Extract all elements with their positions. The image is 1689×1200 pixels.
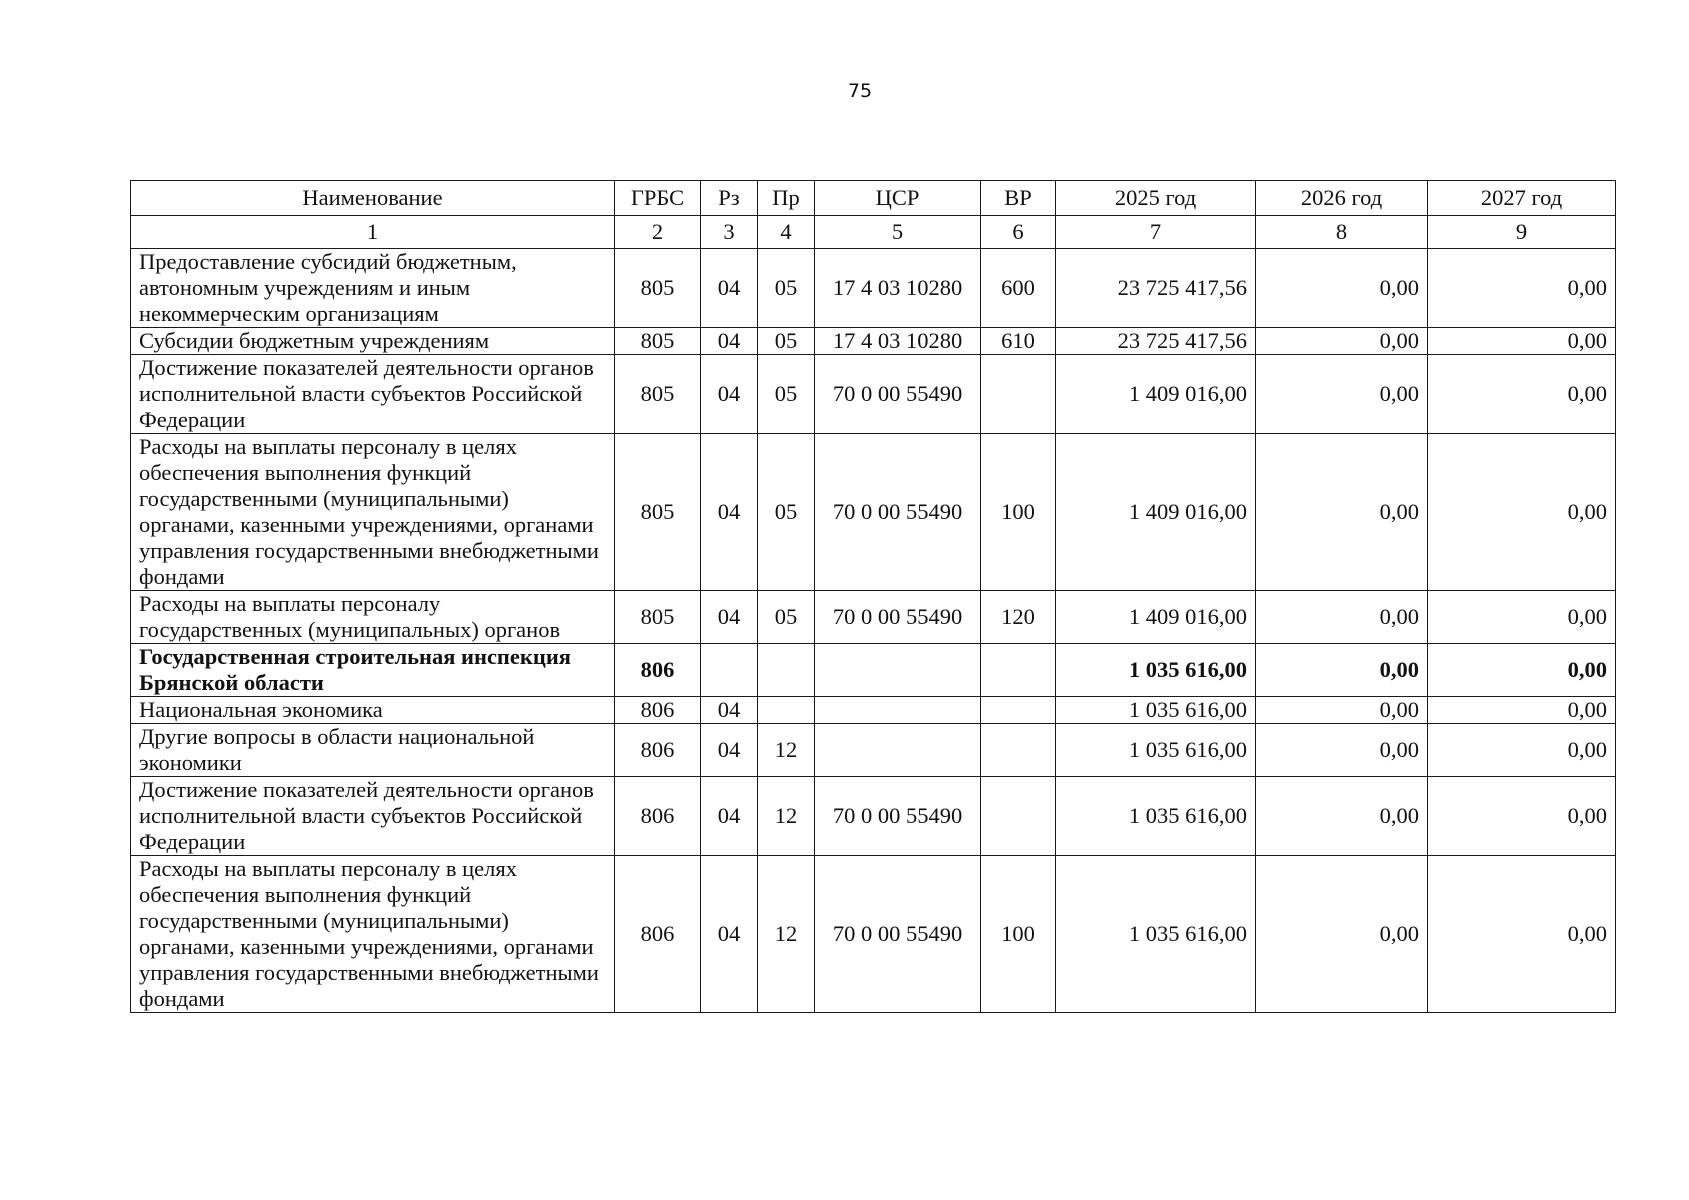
cell-name: Расходы на выплаты персоналу в целях обеспечения выполнения функций государственными (муниципальными) органами, казенными учреждениями, органами управления государственными внебюджетными фондами [131,434,615,591]
cell-grbs: 805 [615,249,701,328]
cell-2025: 23 725 417,56 [1056,249,1256,328]
table-row [131,328,1616,355]
cell-2025: 23 725 417,56 [1056,328,1256,355]
cell-vr: 100 [981,434,1056,591]
cell-vr: 600 [981,249,1056,328]
cell-name: Государственная строительная инспекция Брянской области [131,644,615,697]
cell-csr: 70 0 00 55490 [815,591,981,644]
cell-2027: 0,00 [1428,249,1616,328]
cell-csr: 17 4 03 10280 [815,328,981,355]
table-row [131,249,1616,328]
header-row [131,181,1616,216]
cell-2026: 0,00 [1256,328,1428,355]
cell-2025: 1 035 616,00 [1056,856,1256,1013]
cell-pr [758,697,815,724]
cell-2025: 1 409 016,00 [1056,591,1256,644]
cell-pr: 12 [758,856,815,1013]
cell-2027: 0,00 [1428,591,1616,644]
cell-name: Достижение показателей деятельности органов исполнительной власти субъектов Российской Федерации [131,355,615,434]
cell-rz: 04 [701,328,758,355]
cell-grbs: 806 [615,777,701,856]
cell-vr [981,777,1056,856]
cell-name: Предоставление субсидий бюджетным, автономным учреждениям и иным некоммерческим организациям [131,249,615,328]
cell-2026: 0,00 [1256,591,1428,644]
column-number-row [131,216,1616,249]
cell-2027: 0,00 [1428,724,1616,777]
cell-vr [981,697,1056,724]
cell-csr [815,724,981,777]
cell-name: Национальная экономика [131,697,615,724]
cell-vr [981,644,1056,697]
cell-rz: 04 [701,249,758,328]
cell-grbs: 805 [615,591,701,644]
cell-name: Другие вопросы в области национальной экономики [131,724,615,777]
cell-2026: 0,00 [1256,724,1428,777]
cell-2026: 0,00 [1256,697,1428,724]
cell-csr: 70 0 00 55490 [815,434,981,591]
cell-2026: 0,00 [1256,644,1428,697]
cell-grbs: 806 [615,644,701,697]
cell-vr [981,355,1056,434]
cell-rz: 04 [701,591,758,644]
cell-2027: 0,00 [1428,777,1616,856]
column-number: 4 [758,216,815,249]
header-grbs: ГРБС [615,181,701,216]
cell-2026: 0,00 [1256,355,1428,434]
cell-rz [701,644,758,697]
column-number: 8 [1256,216,1428,249]
cell-rz: 04 [701,697,758,724]
header-2025: 2025 год [1056,181,1256,216]
cell-csr: 70 0 00 55490 [815,355,981,434]
column-number: 1 [131,216,615,249]
cell-2027: 0,00 [1428,355,1616,434]
column-number: 3 [701,216,758,249]
cell-grbs: 805 [615,434,701,591]
cell-name: Расходы на выплаты персоналу государственных (муниципальных) органов [131,591,615,644]
cell-2026: 0,00 [1256,249,1428,328]
cell-grbs: 806 [615,856,701,1013]
cell-2026: 0,00 [1256,434,1428,591]
table-row [131,856,1616,1013]
header-rz: Рз [701,181,758,216]
table-row [131,355,1616,434]
cell-2025: 1 409 016,00 [1056,434,1256,591]
budget-table [130,180,1616,1013]
header-name: Наименование [131,181,615,216]
cell-pr: 12 [758,777,815,856]
header-vr: ВР [981,181,1056,216]
table-row [131,697,1616,724]
cell-2027: 0,00 [1428,328,1616,355]
cell-grbs: 805 [615,328,701,355]
cell-rz: 04 [701,856,758,1013]
header-csr: ЦСР [815,181,981,216]
cell-csr: 70 0 00 55490 [815,856,981,1013]
cell-vr: 120 [981,591,1056,644]
table-row [131,777,1616,856]
cell-pr: 05 [758,591,815,644]
table-row [131,644,1616,697]
header-pr: Пр [758,181,815,216]
header-2026: 2026 год [1256,181,1428,216]
cell-pr [758,644,815,697]
cell-name: Расходы на выплаты персоналу в целях обеспечения выполнения функций государственными (муниципальными) органами, казенными учреждениями, органами управления государственными внебюджетными фондами [131,856,615,1013]
cell-pr: 05 [758,355,815,434]
cell-2027: 0,00 [1428,434,1616,591]
column-number: 2 [615,216,701,249]
cell-vr [981,724,1056,777]
cell-rz: 04 [701,355,758,434]
cell-2025: 1 035 616,00 [1056,724,1256,777]
cell-name: Субсидии бюджетным учреждениям [131,328,615,355]
cell-pr: 05 [758,328,815,355]
cell-2027: 0,00 [1428,856,1616,1013]
cell-vr: 100 [981,856,1056,1013]
cell-2026: 0,00 [1256,777,1428,856]
cell-rz: 04 [701,777,758,856]
cell-2027: 0,00 [1428,697,1616,724]
cell-pr: 05 [758,249,815,328]
cell-2025: 1 035 616,00 [1056,697,1256,724]
cell-2025: 1 409 016,00 [1056,355,1256,434]
cell-vr: 610 [981,328,1056,355]
cell-grbs: 805 [615,355,701,434]
header-2027: 2027 год [1428,181,1616,216]
column-number: 6 [981,216,1056,249]
cell-csr [815,697,981,724]
cell-csr: 70 0 00 55490 [815,777,981,856]
page-number: 75 [847,80,873,102]
column-number: 5 [815,216,981,249]
cell-csr: 17 4 03 10280 [815,249,981,328]
cell-rz: 04 [701,724,758,777]
cell-2025: 1 035 616,00 [1056,644,1256,697]
table-row [131,724,1616,777]
column-number: 7 [1056,216,1256,249]
cell-csr [815,644,981,697]
cell-name: Достижение показателей деятельности органов исполнительной власти субъектов Российской Федерации [131,777,615,856]
cell-2025: 1 035 616,00 [1056,777,1256,856]
table-row [131,591,1616,644]
cell-pr: 12 [758,724,815,777]
cell-grbs: 806 [615,724,701,777]
table-row [131,434,1616,591]
cell-2026: 0,00 [1256,856,1428,1013]
cell-rz: 04 [701,434,758,591]
cell-pr: 05 [758,434,815,591]
cell-grbs: 806 [615,697,701,724]
column-number: 9 [1428,216,1616,249]
cell-2027: 0,00 [1428,644,1616,697]
